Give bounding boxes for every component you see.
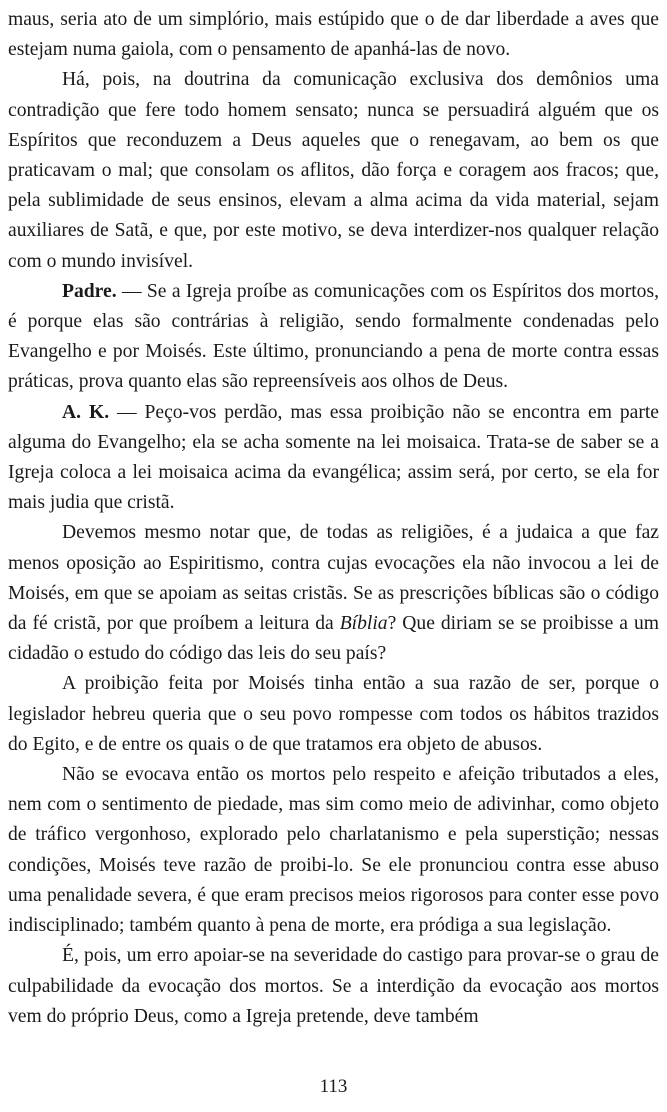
paragraph: É, pois, um erro apoiar-se na severidade do castigo para provar-se o grau de culpabilidade da evocação dos mortos. Se a interdição da evocação aos mortos vem do próprio Deus, como a Igreja pretende, deve também (8, 945, 659, 1027)
dialogue-text: — Peço-vos perdão, mas essa proibição não se encontra em parte alguma do Evangelho; ela se acha somente na lei moisaica. Trata-se de saber se a Igreja coloca a lei moisaica acima da evangélica; assim será, por certo, se ela for mais judia que cristã. (8, 401, 659, 514)
paragraph-text: Devemos mesmo notar que, de todas as religiões, é a judaica a que faz menos oposição ao Espiritismo, contra cujas evocações ela não invocou a lei de Moisés, em que se apoiam as seitas cristãs. Se as prescrições bíblicas são o código da fé cristã, por que proíbem a leitura da (8, 522, 659, 635)
paragraph: Não se evocava então os mortos pelo respeito e afeição tributados a eles, nem com o sentimento de piedade, mas sim como meio de adivinhar, como objeto de tráfico vergonhoso, explorado pelo charlatanismo e pela superstição; nessas condições, Moisés teve razão de proibi-lo. Se ele pronunciou contra esse abuso uma penalidade severa, é que eram precisos meios rigorosos para conter esse povo indisciplinado; também quanto à pena de morte, era pródiga a sua legislação. (8, 764, 659, 937)
speaker-label: A. K. (62, 401, 110, 423)
dialogue-paragraph-ak (8, 398, 659, 519)
paragraph: Há, pois, na doutrina da comunicação exclusiva dos demônios uma contradição que fere todo homem sensato; nunca se persuadirá alguém que os Espíritos que reconduzem a Deus aqueles que o renegavam, ao bem os que praticavam o mal; que consolam os aflitos, dão força e coragem aos fracos; que, pela sublimidade de seus ensinos, elevam a alma acima da vida material, sejam auxiliares de Satã, e que, por este motivo, se deva interdizer-nos qualquer relação com o mundo invisível. (8, 69, 659, 272)
body-text (8, 5, 659, 1032)
paragraph (8, 518, 659, 669)
page-number: 113 (319, 1076, 348, 1097)
paragraph-continuation: maus, seria ato de um simplório, mais estúpido que o de dar liberdade a aves que estejam numa gaiola, com o pensamento de apanhá-las de novo. (8, 9, 659, 61)
paragraph: A proibição feita por Moisés tinha então a sua razão de ser, porque o legislador hebreu queria que o seu povo rompesse com todos os hábitos trazidos do Egito, e de entre os quais o de que tratamos era objeto de abusos. (8, 673, 659, 755)
dialogue-paragraph-padre (8, 277, 659, 398)
speaker-label: Padre. (62, 280, 117, 302)
dialogue-text: — Se a Igreja proíbe as comunicações com os Espíritos dos mortos, é porque elas são contrárias à religião, sendo formalmente condenadas pelo Evangelho e por Moisés. Este último, pronunciando a pena de morte contra essas práticas, prova quanto elas são repreensíveis aos olhos de Deus. (8, 280, 659, 393)
book-title-emphasis: Bíblia (339, 613, 388, 635)
paragraph-text: ? Que diriam se se proibisse a um cidadão o estudo do código das leis do seu país? (8, 613, 659, 665)
